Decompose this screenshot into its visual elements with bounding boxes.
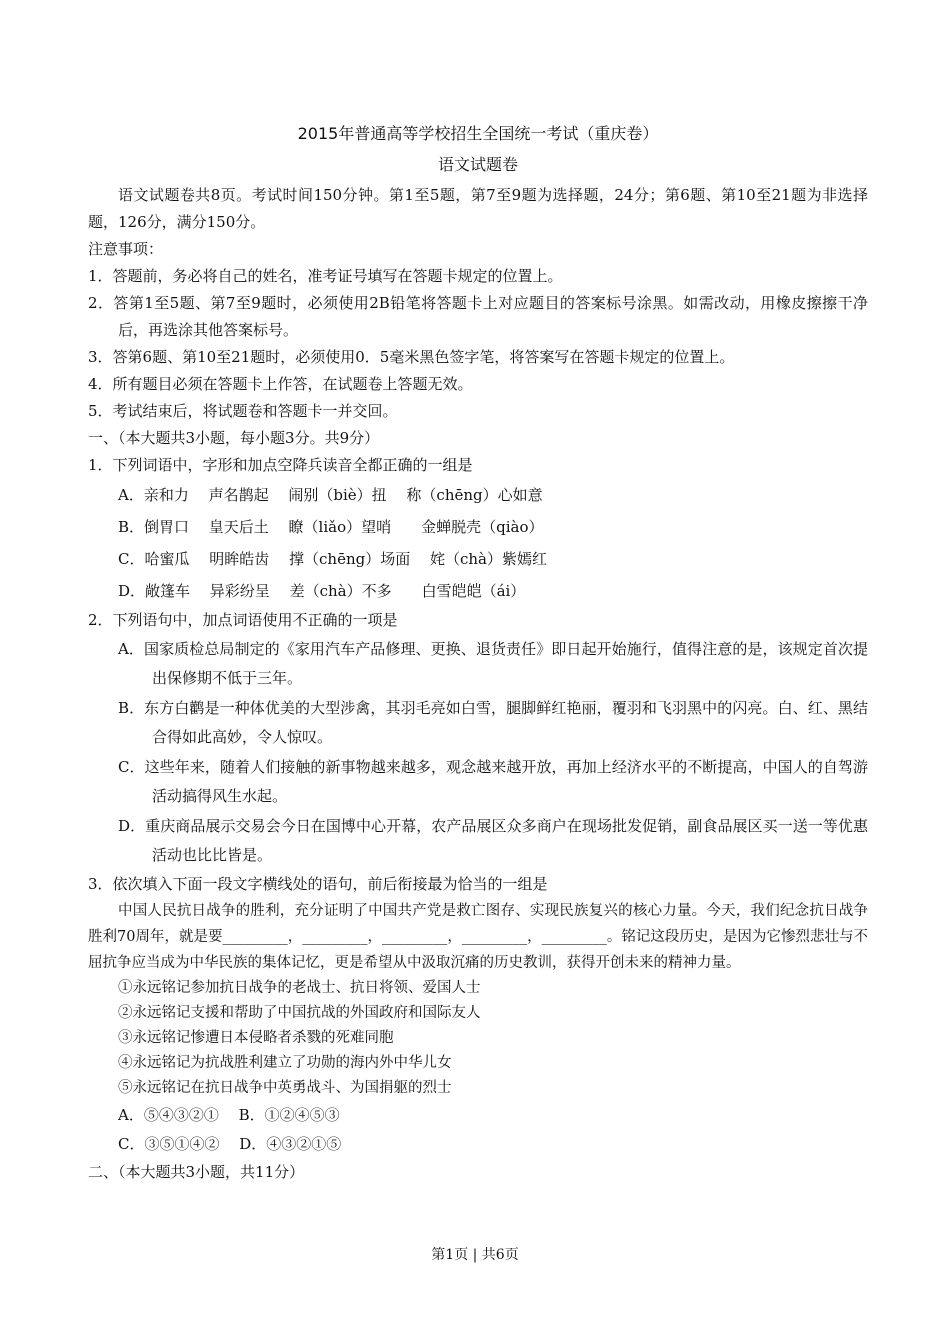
question-2-option-b: B．东方白鹳是一种体优美的大型涉禽，其羽毛亮如白雪，腿脚鲜红艳丽，覆羽和飞羽黑中的闪亮。白、红、黑结合得如此高妙，令人惊叹。 (118, 699, 868, 746)
page-title: 2015年普通高等学校招生全国统一考试（重庆卷） (297, 124, 659, 143)
intro-paragraph: 语文试题卷共8页。考试时间150分钟。第1至5题，第7至9题为选择题，24分；第6题、第10至21题为非选择题，126分，满分150分。 (88, 186, 868, 231)
question-3-item: ④永远铭记为抗战胜利建立了功勋的海内外中华儿女 (118, 1055, 452, 1071)
section-heading-2: 二、（本大题共3小题，共11分） (88, 1163, 305, 1181)
question-3-item: ②永远铭记支援和帮助了中国抗战的外国政府和国际友人 (118, 1005, 481, 1021)
page-footer: 第1页 | 共6页 (431, 1247, 519, 1263)
question-3-choices-row: A．⑤④③②① B．①②④⑤③ (118, 1106, 340, 1124)
question-2-option-d: D．重庆商品展示交易会今日在国博中心开幕，农产品展区众多商户在现场批发促销，副食品展区买一送一等优惠活动也比比皆是。 (118, 817, 868, 864)
question-1-option-b: B．倒胃口 皇天后土 瞭（liǎo）望哨 金蝉脱壳（qiào） (118, 518, 544, 536)
exam-page (88, 118, 868, 1186)
question-3-choices-row: C．③⑤①④② D．④③②①⑤ (118, 1135, 342, 1153)
question-1-option-c: C．哈蜜瓜 明眸皓齿 撑（chēng）场面 姹（chà）紫嫣红 (118, 550, 547, 568)
note-item: 3．答第6题、第10至21题时，必须使用0．5毫米黑色签字笔，将答案写在答题卡规定的位置上。 (88, 348, 735, 366)
notes-heading: 注意事项： (88, 240, 164, 258)
question-1-stem: 1．下列词语中，字形和加点空降兵读音全都正确的一组是 (88, 456, 473, 474)
question-3-item: ①永远铭记参加抗日战争的老战士、抗日将领、爱国人士 (118, 980, 481, 996)
question-3-passage: 中国人民抗日战争的胜利，充分证明了中国共产党是救亡图存、实现民族复兴的核心力量。今天，我们纪念抗日战争胜利70周年，就是要_________，_________，_________，_________，_________。铭记这段历史，是因为它惨烈悲壮与不屈抗争应当成为中华民族的集体记忆，更是希望从中汲取沉痛的历史教训，获得开创未来的精神力量。 (88, 903, 868, 971)
note-item: 5．考试结束后，将试题卷和答题卡一并交回。 (88, 402, 398, 420)
note-item: 1．答题前，务必将自己的姓名，准考证号填写在答题卡规定的位置上。 (88, 267, 563, 285)
question-1-option-d: D．敞篷车 异彩纷呈 差（chà）不多 白雪皑皑（ái） (118, 582, 526, 600)
question-1-option-a: A．亲和力 声名鹊起 闹别（biè）扭 称（chēng）心如意 (118, 486, 543, 504)
note-item: 2．答第1至5题、第7至9题时，必须使用2B铅笔将答题卡上对应题目的答案标号涂黑。如需改动，用橡皮擦擦干净后，再选涂其他答案标号。 (88, 294, 868, 339)
question-3-item: ⑤永远铭记在抗日战争中英勇战斗、为国捐躯的烈士 (118, 1080, 452, 1096)
page-subtitle: 语文试题卷 (437, 155, 518, 174)
question-3-stem: 3．依次填入下面一段文字横线处的语句，前后衔接最为恰当的一组是 (88, 875, 548, 893)
question-2-option-c: C．这些年来，随着人们接触的新事物越来越多，观念越来越开放，再加上经济水平的不断提高，中国人的自驾游活动搞得风生水起。 (118, 758, 868, 805)
question-3-item: ③永远铭记惨遭日本侵略者杀戮的死难同胞 (118, 1030, 394, 1046)
question-2-stem: 2．下列语句中，加点词语使用不正确的一项是 (88, 611, 398, 629)
section-heading-1: 一、（本大题共3小题，每小题3分。共9分） (88, 429, 380, 447)
question-2-option-a: A．国家质检总局制定的《家用汽车产品修理、更换、退货责任》即日起开始施行，值得注意的是，该规定首次提出保修期不低于三年。 (118, 640, 868, 687)
note-item: 4．所有题目必须在答题卡上作答，在试题卷上答题无效。 (88, 375, 473, 393)
